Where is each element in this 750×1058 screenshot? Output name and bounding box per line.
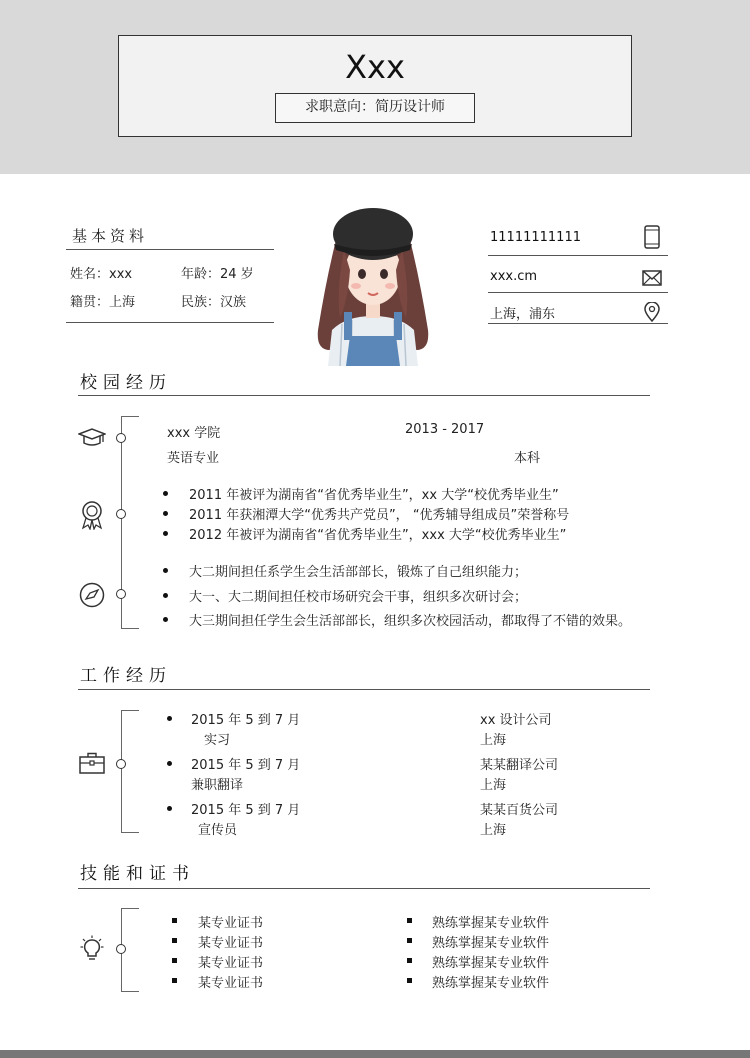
job-objective: 求职意向：简历设计师	[275, 93, 475, 123]
timeline-tick	[121, 832, 139, 833]
skills-section-title: 技能和证书	[80, 864, 195, 884]
briefcase-icon	[79, 752, 105, 778]
footer-bar	[0, 1050, 750, 1058]
work-city: 上海	[480, 778, 507, 793]
school-name: xxx 学院	[167, 426, 221, 441]
work-section-title: 工作经历	[80, 666, 172, 686]
certificate-item: 某专业证书	[198, 956, 264, 971]
timeline-tick	[121, 416, 139, 417]
basic-info-title: 基本资料	[72, 227, 149, 245]
timeline-node	[116, 509, 126, 519]
divider	[488, 255, 668, 256]
compass-icon	[79, 582, 105, 612]
divider	[78, 395, 650, 396]
avatar	[306, 200, 440, 366]
email-address: xxx.cm	[490, 269, 538, 284]
bullet	[172, 958, 177, 963]
work-role: 实习	[204, 733, 231, 748]
work-city: 上海	[480, 823, 507, 838]
divider	[78, 888, 650, 889]
age-field: 年龄：24 岁	[181, 267, 254, 282]
bullet	[407, 938, 412, 943]
honor-item: 2011 年被评为湖南省“省优秀毕业生”，xx 大学“校优秀毕业生”	[189, 488, 559, 503]
software-skill-item: 熟练掌握某专业软件	[432, 916, 550, 931]
honor-item: 2011 年获湘潭大学“优秀共产党员”， “优秀辅导组成员”荣誉称号	[189, 508, 570, 523]
graduation-cap-icon	[78, 428, 106, 452]
work-role: 宣传员	[198, 823, 238, 838]
certificate-item: 某专业证书	[198, 976, 264, 991]
timeline-node	[116, 759, 126, 769]
work-company: 某某翻译公司	[480, 758, 559, 773]
major: 英语专业	[167, 451, 220, 466]
phone-number: 11111111111	[490, 230, 581, 245]
work-role: 兼职翻译	[191, 778, 244, 793]
divider	[488, 323, 668, 324]
work-date: 2015 年 5 到 7 月	[191, 713, 301, 728]
software-skill-item: 熟练掌握某专业软件	[432, 956, 550, 971]
activity-item: 大二期间担任系学生会生活部部长，锻炼了自己组织能力；	[189, 565, 528, 580]
name-field: 姓名：xxx	[70, 267, 133, 282]
bullet	[163, 491, 168, 496]
certificate-item: 某专业证书	[198, 916, 264, 931]
bullet	[167, 716, 172, 721]
activity-item: 大三期间担任学生会生活部部长，组织多次校园活动，都取得了不错的效果。	[189, 614, 632, 629]
degree: 本科	[514, 451, 541, 466]
timeline-tick	[121, 908, 139, 909]
phone-icon	[644, 225, 660, 253]
divider	[66, 322, 274, 323]
bullet	[407, 958, 412, 963]
activity-item: 大一、大二期间担任校市场研究会干事，组织多次研讨会；	[189, 590, 528, 605]
software-skill-item: 熟练掌握某专业软件	[432, 936, 550, 951]
bullet	[163, 568, 168, 573]
bullet	[163, 511, 168, 516]
work-date: 2015 年 5 到 7 月	[191, 758, 301, 773]
timeline-line	[121, 710, 122, 832]
timeline-node	[116, 433, 126, 443]
bullet	[163, 593, 168, 598]
divider	[488, 292, 668, 293]
campus-section-title: 校园经历	[80, 373, 172, 393]
lightbulb-icon	[80, 935, 104, 967]
bullet	[172, 918, 177, 923]
header-box	[118, 35, 632, 137]
work-date: 2015 年 5 到 7 月	[191, 803, 301, 818]
timeline-node	[116, 589, 126, 599]
bullet	[172, 978, 177, 983]
bullet	[163, 617, 168, 622]
timeline-node	[116, 944, 126, 954]
work-company: xx 设计公司	[480, 713, 552, 728]
timeline-tick	[121, 710, 139, 711]
software-skill-item: 熟练掌握某专业软件	[432, 976, 550, 991]
school-years: 2013 - 2017	[405, 422, 485, 437]
divider	[66, 249, 274, 250]
divider	[78, 689, 650, 690]
timeline-tick	[121, 628, 139, 629]
applicant-name: Xxx	[345, 48, 405, 86]
location-text: 上海，浦东	[490, 307, 556, 322]
bullet	[163, 531, 168, 536]
bullet	[407, 918, 412, 923]
honor-item: 2012 年被评为湖南省“省优秀毕业生”，xxx 大学“校优秀毕业生”	[189, 528, 567, 543]
work-company: 某某百货公司	[480, 803, 559, 818]
certificate-item: 某专业证书	[198, 936, 264, 951]
ethnicity-field: 民族：汉族	[181, 295, 247, 310]
bullet	[167, 761, 172, 766]
envelope-icon	[642, 270, 662, 290]
origin-field: 籍贯：上海	[70, 295, 136, 310]
timeline-tick	[121, 991, 139, 992]
award-medal-icon	[80, 500, 104, 534]
bullet	[172, 938, 177, 943]
bullet	[407, 978, 412, 983]
work-city: 上海	[480, 733, 507, 748]
bullet	[167, 806, 172, 811]
